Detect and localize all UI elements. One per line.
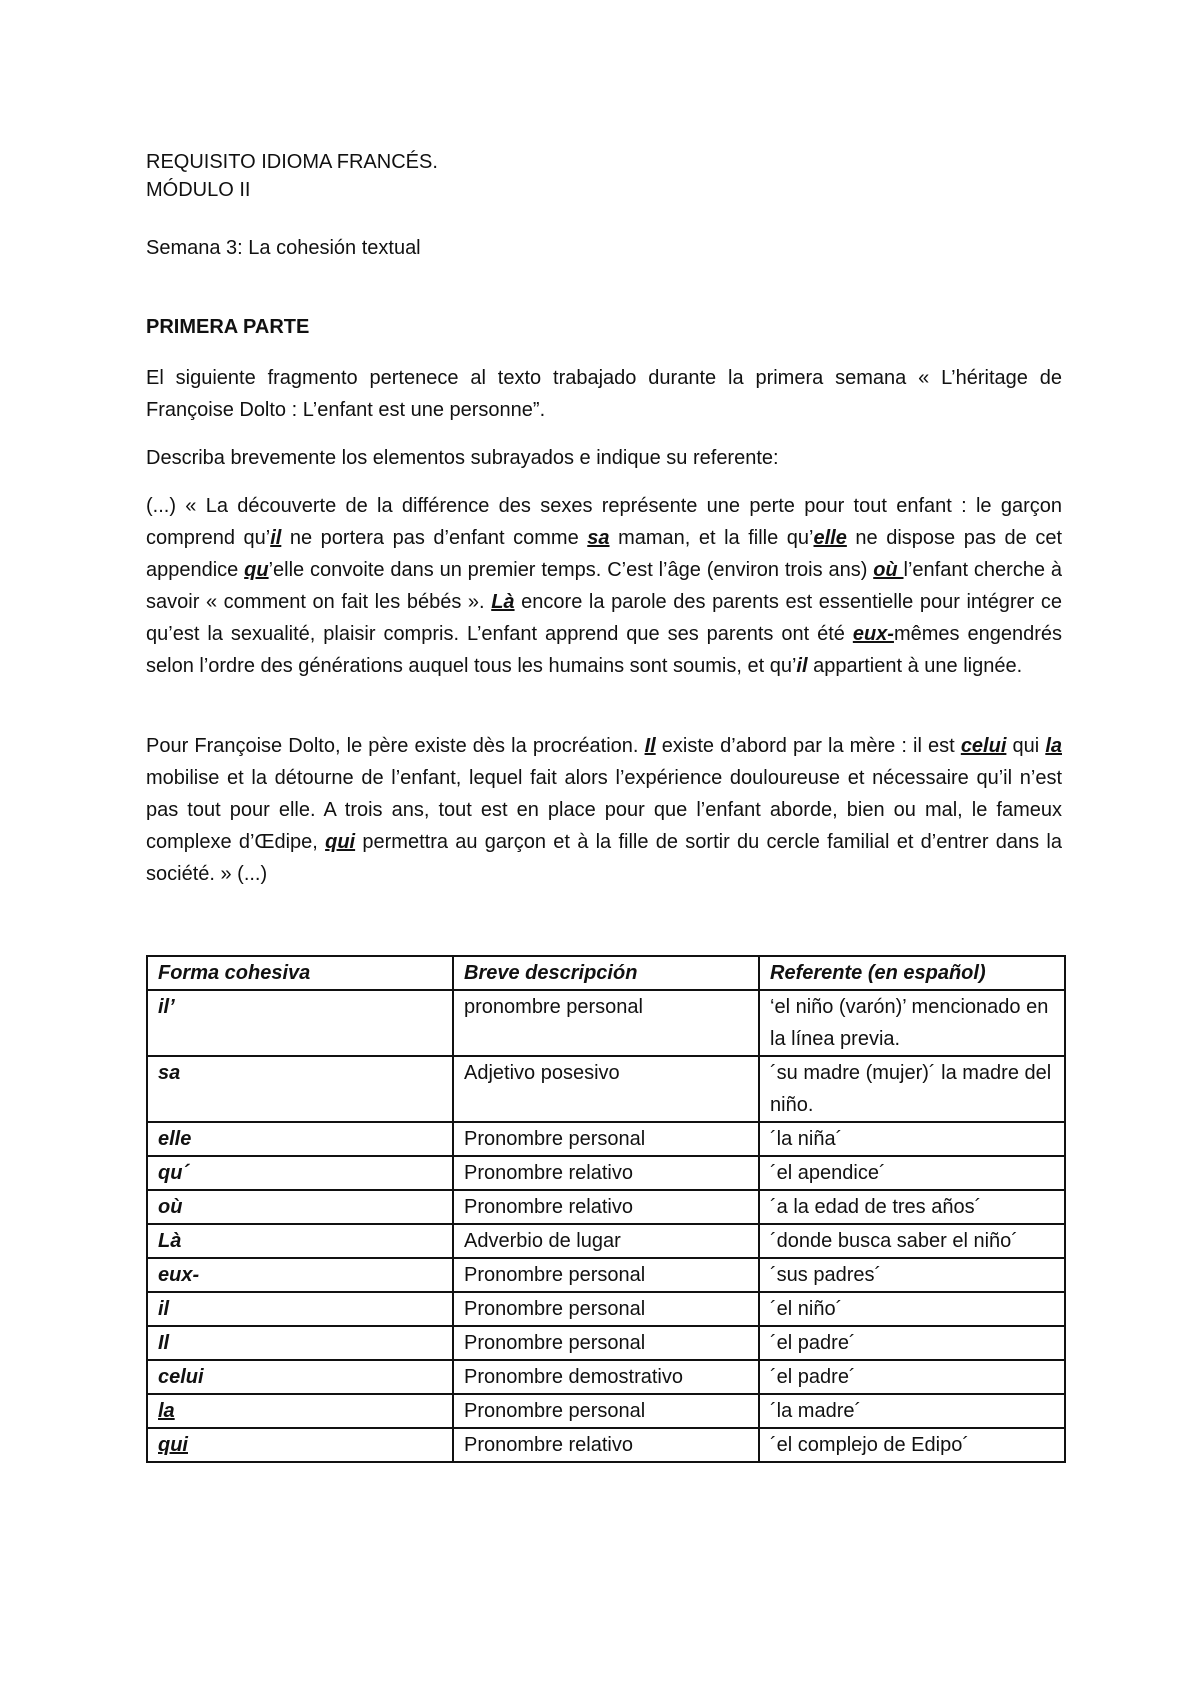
cell-referente: ´el padre´ bbox=[759, 1360, 1065, 1394]
cell-referente: ´el padre´ bbox=[759, 1326, 1065, 1360]
cell-referente: ´el niño´ bbox=[759, 1292, 1065, 1326]
table-row bbox=[147, 1224, 1065, 1258]
cell-referente: ´el complejo de Edipo´ bbox=[759, 1428, 1065, 1462]
excerpt-text: mobilise et la détourne de l’enfant, lequel fait alors l’expérience douloureuse et nécessaire qu’il n’est pas tout pour elle. A trois ans, tout est en place pour que l’enfant aborde, bien ou mal, le fameux complexe d’Œdipe, bbox=[146, 767, 1062, 853]
table-row bbox=[147, 1056, 1065, 1122]
cell-breve-descripcion: Pronombre personal bbox=[453, 1394, 759, 1428]
cell-breve-descripcion: Pronombre personal bbox=[453, 1292, 759, 1326]
cohesion-table bbox=[146, 955, 1066, 1463]
excerpt-text: ne portera pas d’enfant comme bbox=[281, 527, 588, 549]
cell-forma-cohesiva: qu´ bbox=[147, 1156, 453, 1190]
table-row bbox=[147, 1190, 1065, 1224]
excerpt-text: appartient à une lignée. bbox=[807, 655, 1023, 677]
cell-forma-cohesiva: il’ bbox=[147, 990, 453, 1056]
cell-referente: ´donde busca saber el niño´ bbox=[759, 1224, 1065, 1258]
cell-forma-cohesiva: la bbox=[147, 1394, 453, 1428]
excerpt-text: qui bbox=[1006, 735, 1046, 757]
excerpt-text: l’enfant cherche à savoir « comment on fait les bébés ». bbox=[146, 559, 1062, 613]
excerpt-text: Pour Françoise Dolto, le père existe dès la procréation. bbox=[146, 735, 645, 757]
cell-forma-cohesiva: elle bbox=[147, 1122, 453, 1156]
underlined-cohesive-form: eux- bbox=[852, 623, 894, 645]
underlined-cohesive-form: Là bbox=[491, 591, 515, 613]
excerpt-paragraph-1 bbox=[146, 490, 1062, 682]
excerpt-text: permettra au garçon et à la fille de sortir du cercle familial et d’entrer dans la société. » (...) bbox=[146, 831, 1062, 885]
excerpt-text: (...) « La découverte de la différence des sexes représente une perte pour tout enfant : le garçon comprend qu’ bbox=[146, 495, 1062, 549]
cell-forma-cohesiva: Il bbox=[147, 1326, 453, 1360]
underlined-cohesive-form: sa bbox=[587, 527, 610, 549]
section-title: PRIMERA PARTE bbox=[146, 316, 310, 338]
table-row bbox=[147, 1394, 1065, 1428]
table-row bbox=[147, 1360, 1065, 1394]
cell-breve-descripcion: Pronombre relativo bbox=[453, 1156, 759, 1190]
cell-breve-descripcion: Pronombre personal bbox=[453, 1326, 759, 1360]
underlined-cohesive-form: où bbox=[873, 559, 904, 581]
cell-referente: ´sus padres´ bbox=[759, 1258, 1065, 1292]
table-row bbox=[147, 990, 1065, 1056]
cell-breve-descripcion: Pronombre personal bbox=[453, 1122, 759, 1156]
excerpt-text: maman, et la fille qu’ bbox=[609, 527, 814, 549]
cell-forma-cohesiva: sa bbox=[147, 1056, 453, 1122]
cell-breve-descripcion: Pronombre relativo bbox=[453, 1190, 759, 1224]
header-requisito: REQUISITO IDIOMA FRANCÉS. bbox=[146, 151, 438, 173]
underlined-cohesive-form: il bbox=[270, 527, 282, 549]
table-row bbox=[147, 1326, 1065, 1360]
cell-forma-cohesiva: Là bbox=[147, 1224, 453, 1258]
header-breve-descripcion: Breve descripción bbox=[453, 956, 759, 990]
cell-breve-descripcion: Pronombre personal bbox=[453, 1258, 759, 1292]
table-row bbox=[147, 1292, 1065, 1326]
header-forma-cohesiva: Forma cohesiva bbox=[147, 956, 453, 990]
table-row bbox=[147, 1258, 1065, 1292]
cell-referente: ‘el niño (varón)’ mencionado en la línea previa. bbox=[759, 990, 1065, 1056]
cell-referente: ´la madre´ bbox=[759, 1394, 1065, 1428]
excerpt-text: encore la parole des parents est essentielle pour intégrer ce qu’est la sexualité, plaisir compris. L’enfant apprend que ses parents ont été bbox=[146, 591, 1063, 645]
excerpt-text: mêmes engendrés selon l’ordre des générations auquel tous les humains sont soumis, et qu’ bbox=[146, 623, 1062, 677]
excerpt-paragraph-2 bbox=[146, 730, 1062, 890]
cell-breve-descripcion: Pronombre relativo bbox=[453, 1428, 759, 1462]
table-row bbox=[147, 1428, 1065, 1462]
excerpt-text: ’elle convoite dans un premier temps. C’est l’âge (environ trois ans) bbox=[268, 559, 874, 581]
week-title: Semana 3: La cohesión textual bbox=[146, 237, 421, 259]
cell-referente: ´la niña´ bbox=[759, 1122, 1065, 1156]
cell-forma-cohesiva: eux- bbox=[147, 1258, 453, 1292]
cell-forma-cohesiva: où bbox=[147, 1190, 453, 1224]
excerpt-text: ne dispose pas de cet appendice bbox=[146, 527, 1062, 581]
cohesive-form: il bbox=[796, 655, 808, 677]
underlined-cohesive-form: Il bbox=[644, 735, 656, 757]
cell-forma-cohesiva: qui bbox=[147, 1428, 453, 1462]
intro-paragraph: El siguiente fragmento pertenece al texto trabajado durante la primera semana « L’héritage de Françoise Dolto : L’enfant est une personne”. bbox=[146, 367, 1062, 421]
table-header-row bbox=[147, 956, 1065, 990]
underlined-cohesive-form: celui bbox=[960, 735, 1007, 757]
cell-breve-descripcion: Pronombre demostrativo bbox=[453, 1360, 759, 1394]
header-modulo: MÓDULO II bbox=[146, 179, 251, 201]
cell-forma-cohesiva: celui bbox=[147, 1360, 453, 1394]
cell-referente: ´el apendice´ bbox=[759, 1156, 1065, 1190]
underlined-cohesive-form: qu bbox=[244, 559, 269, 581]
excerpt-text: existe d’abord par la mère : il est bbox=[655, 735, 961, 757]
underlined-cohesive-form: elle bbox=[813, 527, 847, 549]
cell-forma-cohesiva: il bbox=[147, 1292, 453, 1326]
table-row bbox=[147, 1122, 1065, 1156]
table-row bbox=[147, 1156, 1065, 1190]
cell-breve-descripcion: Adverbio de lugar bbox=[453, 1224, 759, 1258]
underlined-cohesive-form: qui bbox=[325, 831, 356, 853]
cell-referente: ´su madre (mujer)´ la madre del niño. bbox=[759, 1056, 1065, 1122]
cell-breve-descripcion: Adjetivo posesivo bbox=[453, 1056, 759, 1122]
underlined-cohesive-form: la bbox=[1045, 735, 1062, 757]
cell-referente: ´a la edad de tres años´ bbox=[759, 1190, 1065, 1224]
instruction-paragraph: Describa brevemente los elementos subrayados e indique su referente: bbox=[146, 447, 779, 469]
header-referente: Referente (en español) bbox=[759, 956, 1065, 990]
cell-breve-descripcion: pronombre personal bbox=[453, 990, 759, 1056]
